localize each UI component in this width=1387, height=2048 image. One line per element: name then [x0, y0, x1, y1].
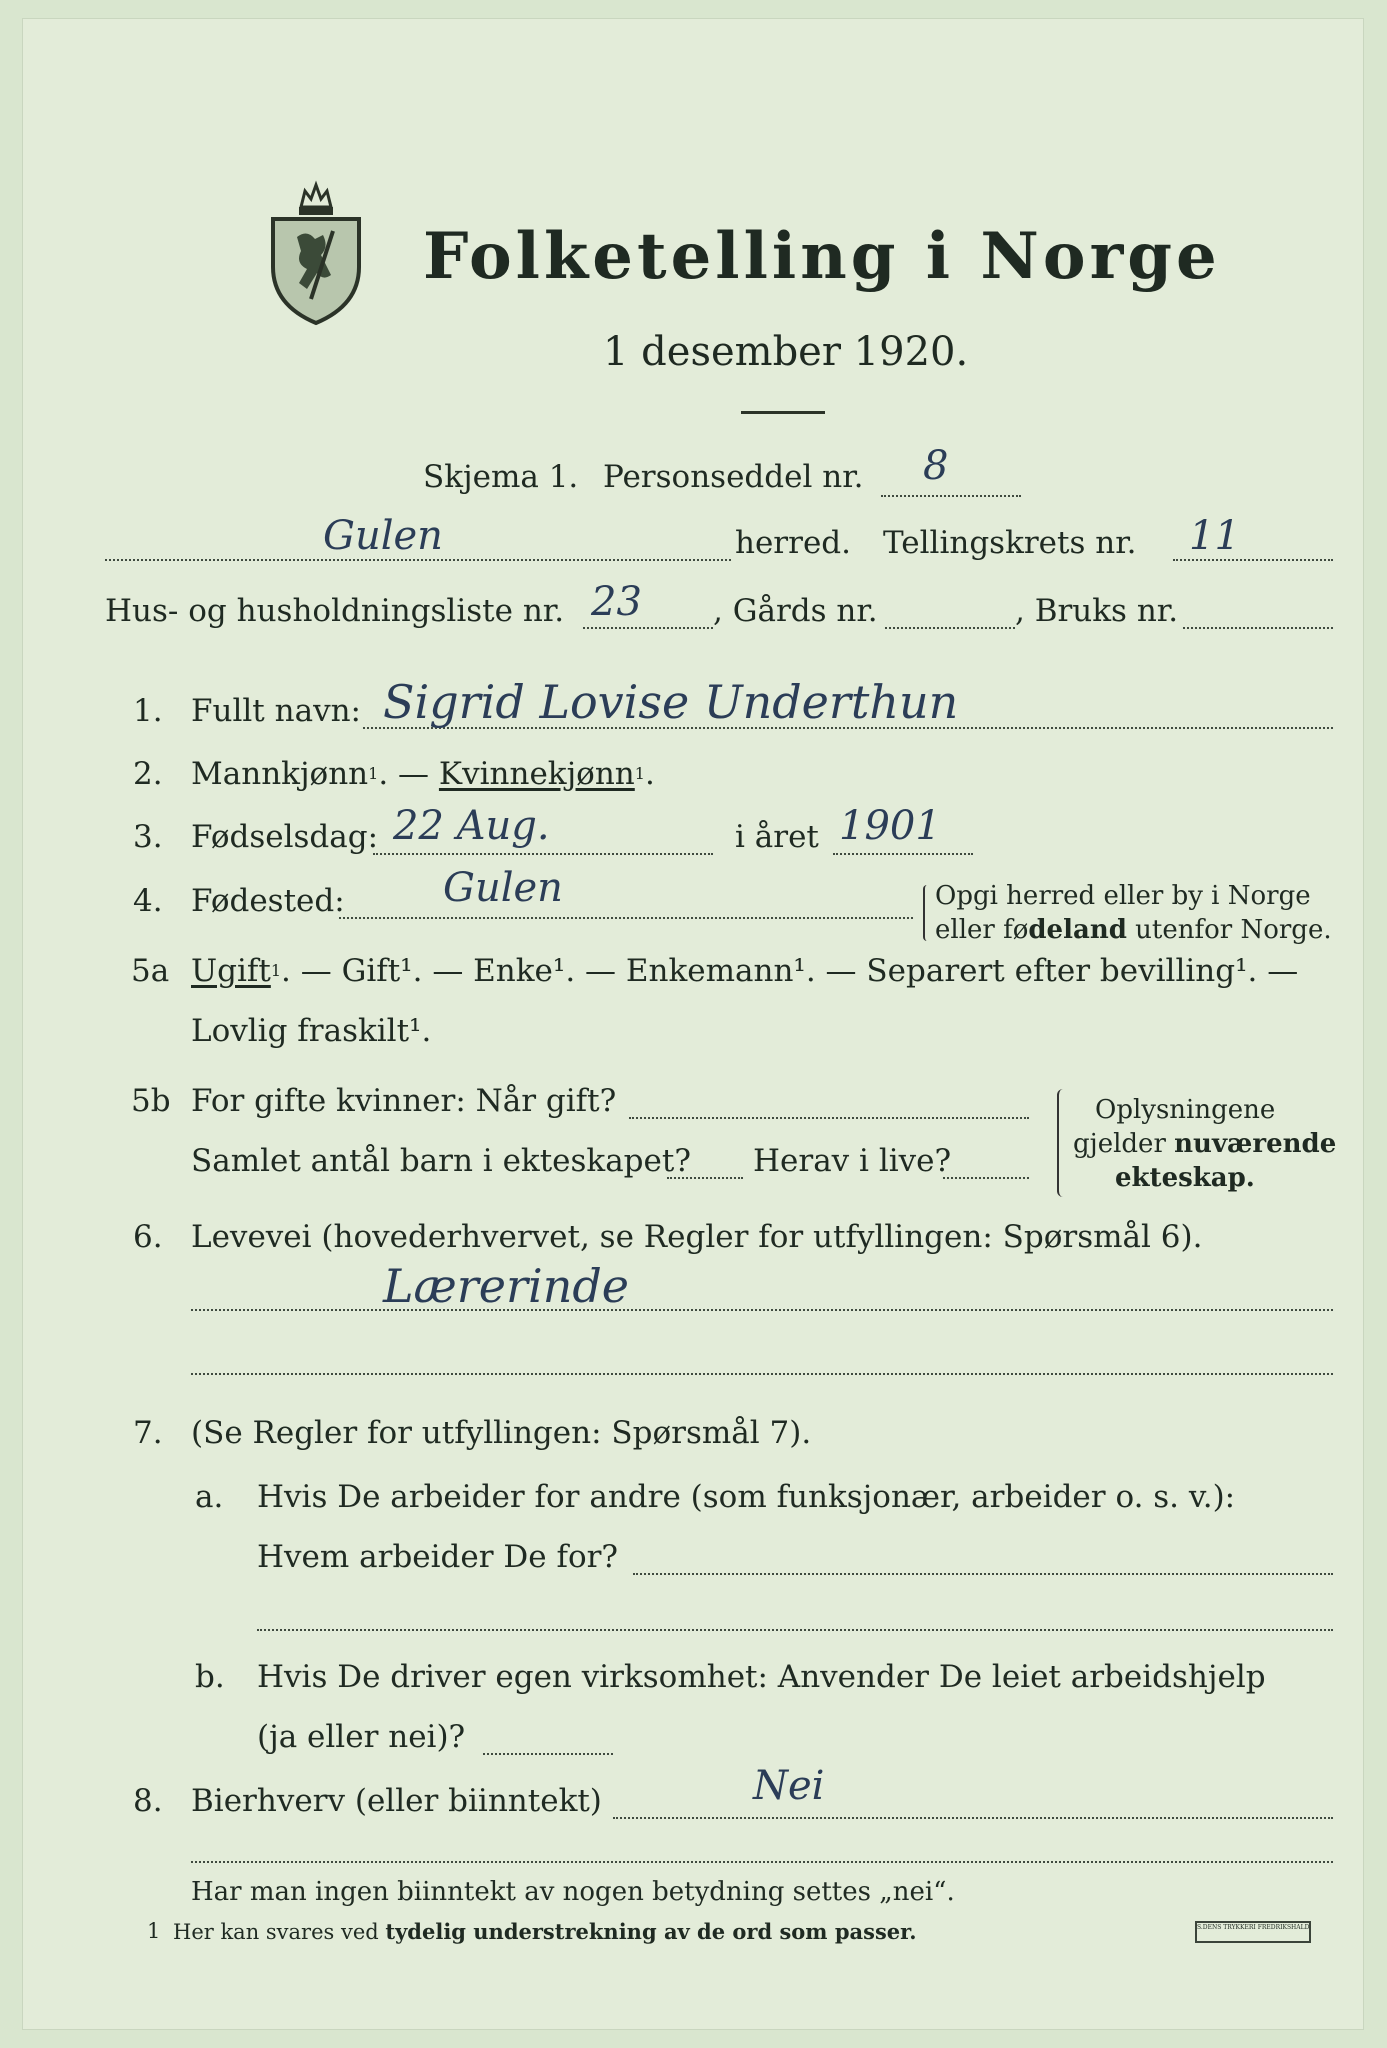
census-form — [22, 18, 1364, 2030]
q4-note-line2: eller fødeland utenfor Norge. — [935, 915, 1332, 945]
q5b-alive-field-line — [943, 1177, 1029, 1179]
personseddel-value[interactable]: 8 — [923, 443, 949, 489]
q1-label: Fullt navn: — [191, 693, 361, 729]
q7a-line2: Hvem arbeider De for? — [257, 1539, 619, 1575]
biinntekt-note: Har man ingen biinntekt av nogen betydning settes „nei“. — [191, 1877, 955, 1907]
q7-label: (Se Regler for utfyllingen: Spørsmål 7). — [191, 1415, 812, 1451]
herred-value[interactable]: Gulen — [323, 513, 443, 559]
q5b-note-line3: ekteskap. — [1115, 1163, 1255, 1193]
q5a-ugift-option[interactable]: Ugift — [191, 953, 271, 989]
herred-label: herred. — [735, 525, 851, 561]
census-date: 1 desember 1920. — [603, 329, 969, 375]
q2-female-option[interactable]: Kvinnekjønn — [438, 756, 635, 792]
q5a-line2[interactable]: Lovlig fraskilt¹. — [191, 1013, 432, 1049]
skjema-label: Skjema 1. — [423, 459, 579, 495]
q4-note-brace — [923, 885, 931, 941]
q5b-children-label: Samlet antål barn i ekteskapet? — [191, 1143, 691, 1179]
tellingskrets-value[interactable]: 11 — [1189, 513, 1240, 559]
q4-label: Fødested: — [191, 883, 345, 919]
gards-field-line — [885, 627, 1015, 629]
q4-note-line1: Opgi herred eller by i Norge — [935, 881, 1311, 911]
q7b-letter: b. — [195, 1659, 225, 1695]
q7a-label: Hvis De arbeider for andre (som funksjonær, arbeider o. s. v.): — [257, 1479, 1236, 1515]
q3-year-field-line — [833, 853, 973, 855]
q5b-alive-label: Herav i live? — [753, 1143, 952, 1179]
q5a-number: 5a — [131, 953, 170, 989]
bruks-label: , Bruks nr. — [1015, 593, 1179, 629]
q5b-children-field-line — [667, 1177, 743, 1179]
husliste-field-line — [583, 627, 713, 629]
husliste-label: Hus- og husholdningsliste nr. — [105, 593, 565, 629]
husliste-value[interactable]: 23 — [591, 579, 642, 625]
q6-field-line2 — [191, 1373, 1333, 1375]
q5b-note-brace — [1057, 1089, 1067, 1197]
q7-number: 7. — [133, 1415, 163, 1451]
q8-field-line1 — [613, 1817, 1333, 1819]
q7a-field-line2 — [257, 1629, 1333, 1631]
q7a-letter: a. — [195, 1479, 224, 1515]
q4-number: 4. — [133, 883, 163, 919]
q7a-field-line1 — [633, 1573, 1333, 1575]
q8-label: Bierhverv (eller biinntekt) — [191, 1783, 602, 1819]
q2-number: 2. — [133, 756, 163, 792]
printer-stamp: S.DENS TRYKKERI FREDRIKSHALD — [1195, 1921, 1311, 1943]
tellingskrets-label: Tellingskrets nr. — [883, 525, 1137, 561]
q5a-options: Ugift$^1$. — Gift¹. — Enke¹. — Enkemann¹. — Separert efter bevilling¹. — — [191, 953, 1299, 989]
q8-value[interactable]: Nei — [753, 1763, 825, 1809]
personseddel-field-line — [881, 495, 1021, 497]
q3-year-value[interactable]: 1901 — [839, 803, 941, 849]
q1-number: 1. — [133, 693, 163, 729]
q5b-married-field-line — [629, 1117, 1029, 1119]
q7b-label: Hvis De driver egen virksomhet: Anvender De leiet arbeidshjelp — [257, 1659, 1266, 1695]
herred-field-line — [105, 559, 731, 561]
q6-field-line1 — [191, 1309, 1333, 1311]
q3-year-label: i året — [735, 819, 819, 855]
q1-value[interactable]: Sigrid Lovise Underthun — [383, 675, 959, 729]
personseddel-label: Personseddel nr. — [603, 459, 864, 495]
title-divider — [741, 411, 825, 414]
q2-male-option[interactable]: Mannkjønn — [191, 756, 369, 792]
q5b-note-line2: gjelder nuværende — [1073, 1129, 1337, 1159]
q3-value[interactable]: 22 Aug. — [393, 803, 550, 849]
q7b-field-line — [483, 1753, 613, 1755]
footnote-mark: 1 — [147, 1919, 161, 1943]
q6-label: Levevei (hovederhvervet, se Regler for utfyllingen: Spørsmål 6). — [191, 1219, 1203, 1255]
bruks-field-line — [1183, 627, 1333, 629]
q7b-line2: (ja eller nei)? — [257, 1719, 466, 1755]
q6-number: 6. — [133, 1219, 163, 1255]
form-title: Folketelling i Norge — [423, 219, 1221, 294]
tellingskrets-field-line — [1173, 559, 1333, 561]
q4-field-line — [339, 917, 913, 919]
q4-value[interactable]: Gulen — [443, 865, 563, 911]
gards-label: , Gårds nr. — [713, 593, 878, 629]
q8-field-line2 — [191, 1861, 1333, 1863]
q5b-number: 5b — [131, 1083, 171, 1119]
q6-value[interactable]: Lærerinde — [383, 1259, 629, 1313]
q5b-note-line1: Oplysningene — [1095, 1095, 1276, 1125]
footnote: Her kan svares ved tydelig understrekning av de ord som passer. — [173, 1919, 917, 1944]
q3-label: Fødselsdag: — [191, 819, 379, 855]
q8-number: 8. — [133, 1783, 163, 1819]
q3-number: 3. — [133, 819, 163, 855]
norway-coat-of-arms-icon — [263, 177, 369, 327]
q3-field-line — [373, 853, 713, 855]
q5b-label: For gifte kvinner: Når gift? — [191, 1083, 617, 1119]
q2-options: Mannkjønn$^1$. — Kvinnekjønn$^1$. — [191, 756, 655, 792]
